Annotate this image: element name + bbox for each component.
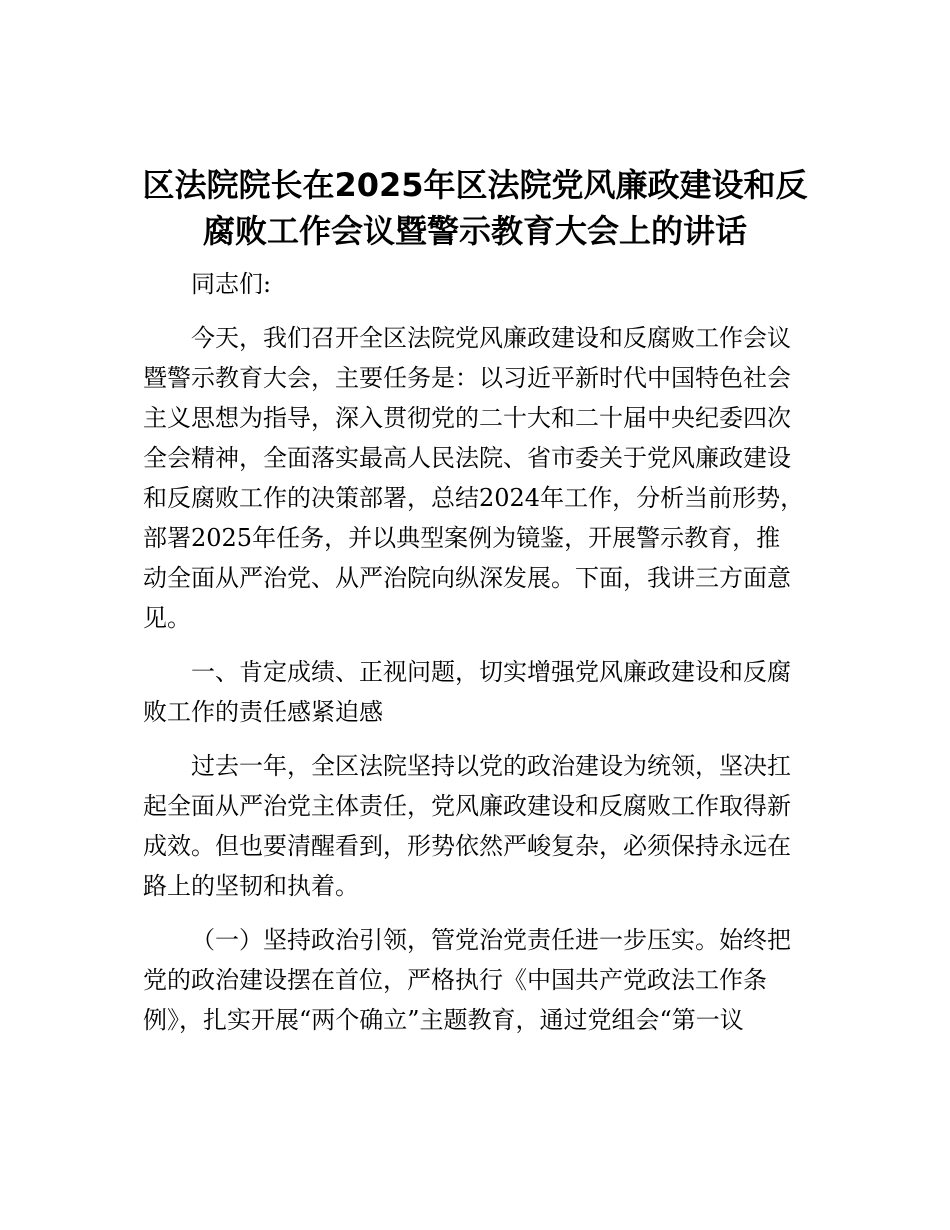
paragraph-line: 起全面从严治党主体责任，党风廉政建设和反腐败工作取得新 xyxy=(143,792,791,820)
heading-line: 败工作的责任感紧迫感 xyxy=(143,698,383,726)
document-title xyxy=(100,162,850,254)
paragraph-line: 见。 xyxy=(143,604,191,632)
paragraph-line: 成效。但也要清醒看到，形势依然严峻复杂，必须保持永远在 xyxy=(143,832,791,860)
heading-line: 一、肯定成绩、正视问题，切实增强党风廉政建设和反腐 xyxy=(191,658,791,686)
paragraph-line: 部署2025年任务，并以典型案例为镜鉴，开展警示教育，推 xyxy=(143,524,781,552)
paragraph-line: 主义思想为指导，深入贯彻党的二十大和二十届中央纪委四次 xyxy=(143,404,791,432)
paragraph-line: 暨警示教育大会，主要任务是：以习近平新时代中国特色社会 xyxy=(143,364,791,392)
section-heading-1 xyxy=(143,652,811,732)
document-body xyxy=(143,264,811,1040)
salutation: 同志们: xyxy=(191,270,272,298)
paragraph-subsection-1 xyxy=(143,920,811,1040)
title-line-1: 区法院院长在2025年区法院党风廉政建设和反 xyxy=(142,166,808,204)
paragraph-line: （一）坚持政治引领，管党治党责任进一步压实。始终把 xyxy=(191,926,791,954)
paragraph-line: 全会精神，全面落实最高人民法院、省市委关于党风廉政建设 xyxy=(143,444,791,472)
paragraph-line: 路上的坚韧和执着。 xyxy=(143,872,359,900)
paragraph-line: 过去一年，全区法院坚持以党的政治建设为统领，坚决扛 xyxy=(191,752,791,780)
paragraph-line: 动全面从严治党、从严治院向纵深发展。下面，我讲三方面意 xyxy=(143,564,791,592)
paragraph-review xyxy=(143,746,811,906)
title-line-2: 腐败工作会议暨警示教育大会上的讲话 xyxy=(202,212,747,250)
paragraph-line: 今天，我们召开全区法院党风廉政建设和反腐败工作会议 xyxy=(191,324,791,352)
paragraph-line: 党的政治建设摆在首位，严格执行《中国共产党政法工作条 xyxy=(143,966,767,994)
paragraph-line: 例》，扎实开展“两个确立”主题教育，通过党组会“第一议 xyxy=(143,1006,744,1034)
paragraph-intro xyxy=(143,318,811,638)
paragraph-line: 和反腐败工作的决策部署，总结2024年工作，分析当前形势， xyxy=(143,484,805,512)
